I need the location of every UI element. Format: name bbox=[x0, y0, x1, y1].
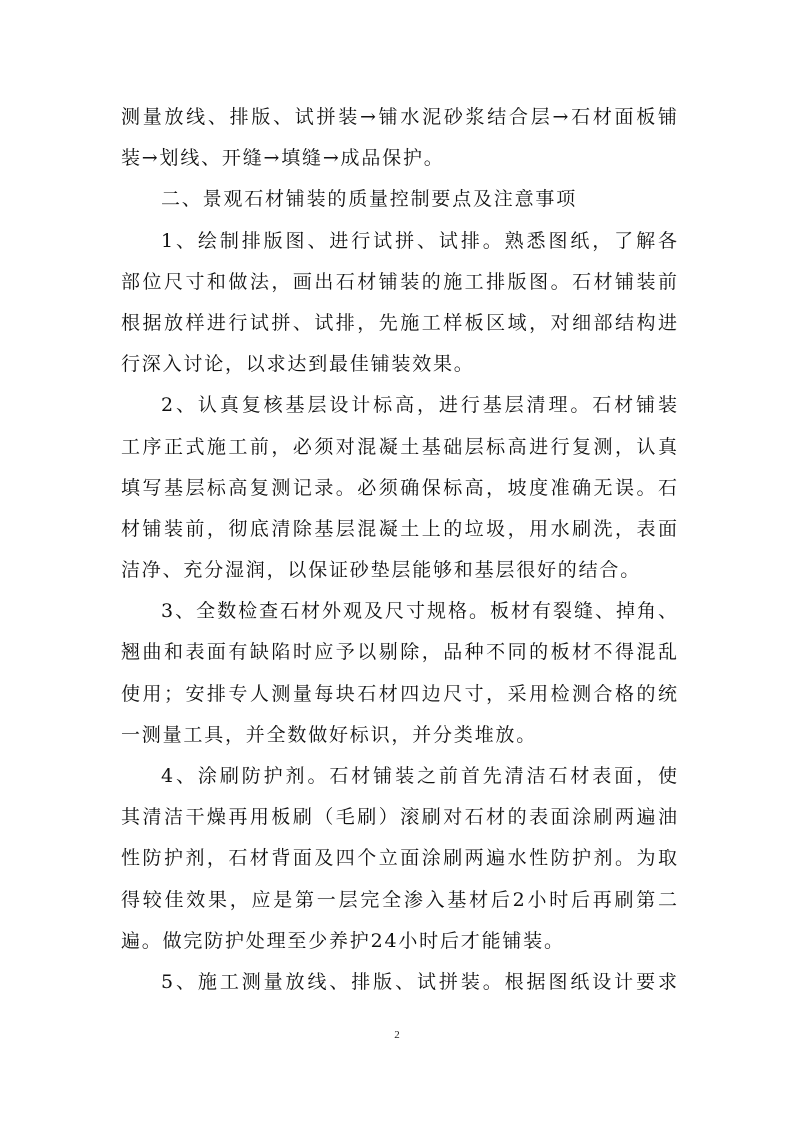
text-line: 工序正式施工前，必须对混凝土基础层标高进行复测，认真 bbox=[121, 435, 677, 458]
text-line: 填写基层标高复测记录。必须确保标高，坡度准确无误。石 bbox=[121, 476, 677, 499]
text-line: 材铺装前，彻底清除基层混凝土上的垃圾，用水刷洗，表面 bbox=[121, 517, 677, 540]
text-line: 其清洁干燥再用板刷（毛刷）滚刷对石材的表面涂刷两遍油 bbox=[121, 806, 677, 829]
text-line: 装→划线、开缝→填缝→成品保护。 bbox=[121, 147, 445, 170]
text-line: 性防护剂，石材背面及四个立面涂刷两遍水性防护剂。为取 bbox=[121, 847, 677, 870]
section-heading: 二、景观石材铺装的质量控制要点及注意事项 bbox=[161, 188, 578, 211]
document-body bbox=[121, 97, 677, 1003]
text-line: 遍。做完防护处理至少养护24小时后才能铺装。 bbox=[121, 929, 565, 952]
text-line: 1、绘制排版图、进行试拼、试排。熟悉图纸，了解各 bbox=[161, 229, 677, 252]
text-line: 5、施工测量放线、排版、试拼装。根据图纸设计要求 bbox=[161, 970, 677, 993]
page-number: 2 bbox=[394, 1029, 400, 1041]
text-line: 洁净、充分湿润，以保证砂垫层能够和基层很好的结合。 bbox=[121, 559, 642, 582]
text-line: 得较佳效果，应是第一层完全渗入基材后2小时后再刷第二 bbox=[121, 888, 677, 911]
text-line: 部位尺寸和做法，画出石材铺装的施工排版图。石材铺装前 bbox=[121, 270, 677, 293]
text-line: 3、全数检查石材外观及尺寸规格。板材有裂缝、掉角、 bbox=[161, 600, 677, 623]
text-line: 行深入讨论，以求达到最佳铺装效果。 bbox=[121, 353, 475, 376]
text-line: 测量放线、排版、试拼装→铺水泥砂浆结合层→石材面板铺 bbox=[121, 106, 677, 128]
text-line: 翘曲和表面有缺陷时应予以剔除，品种不同的板材不得混乱 bbox=[121, 641, 677, 664]
text-line: 使用；安排专人测量每块石材四边尺寸，采用检测合格的统 bbox=[121, 682, 677, 705]
text-line: 4、涂刷防护剂。石材铺装之前首先清洁石材表面，使 bbox=[161, 765, 677, 787]
text-line: 一测量工具，并全数做好标识，并分类堆放。 bbox=[121, 723, 538, 746]
text-line: 2、认真复核基层设计标高，进行基层清理。石材铺装 bbox=[161, 394, 677, 417]
text-line: 根据放样进行试拼、试排，先施工样板区域，对细部结构进 bbox=[121, 311, 677, 334]
